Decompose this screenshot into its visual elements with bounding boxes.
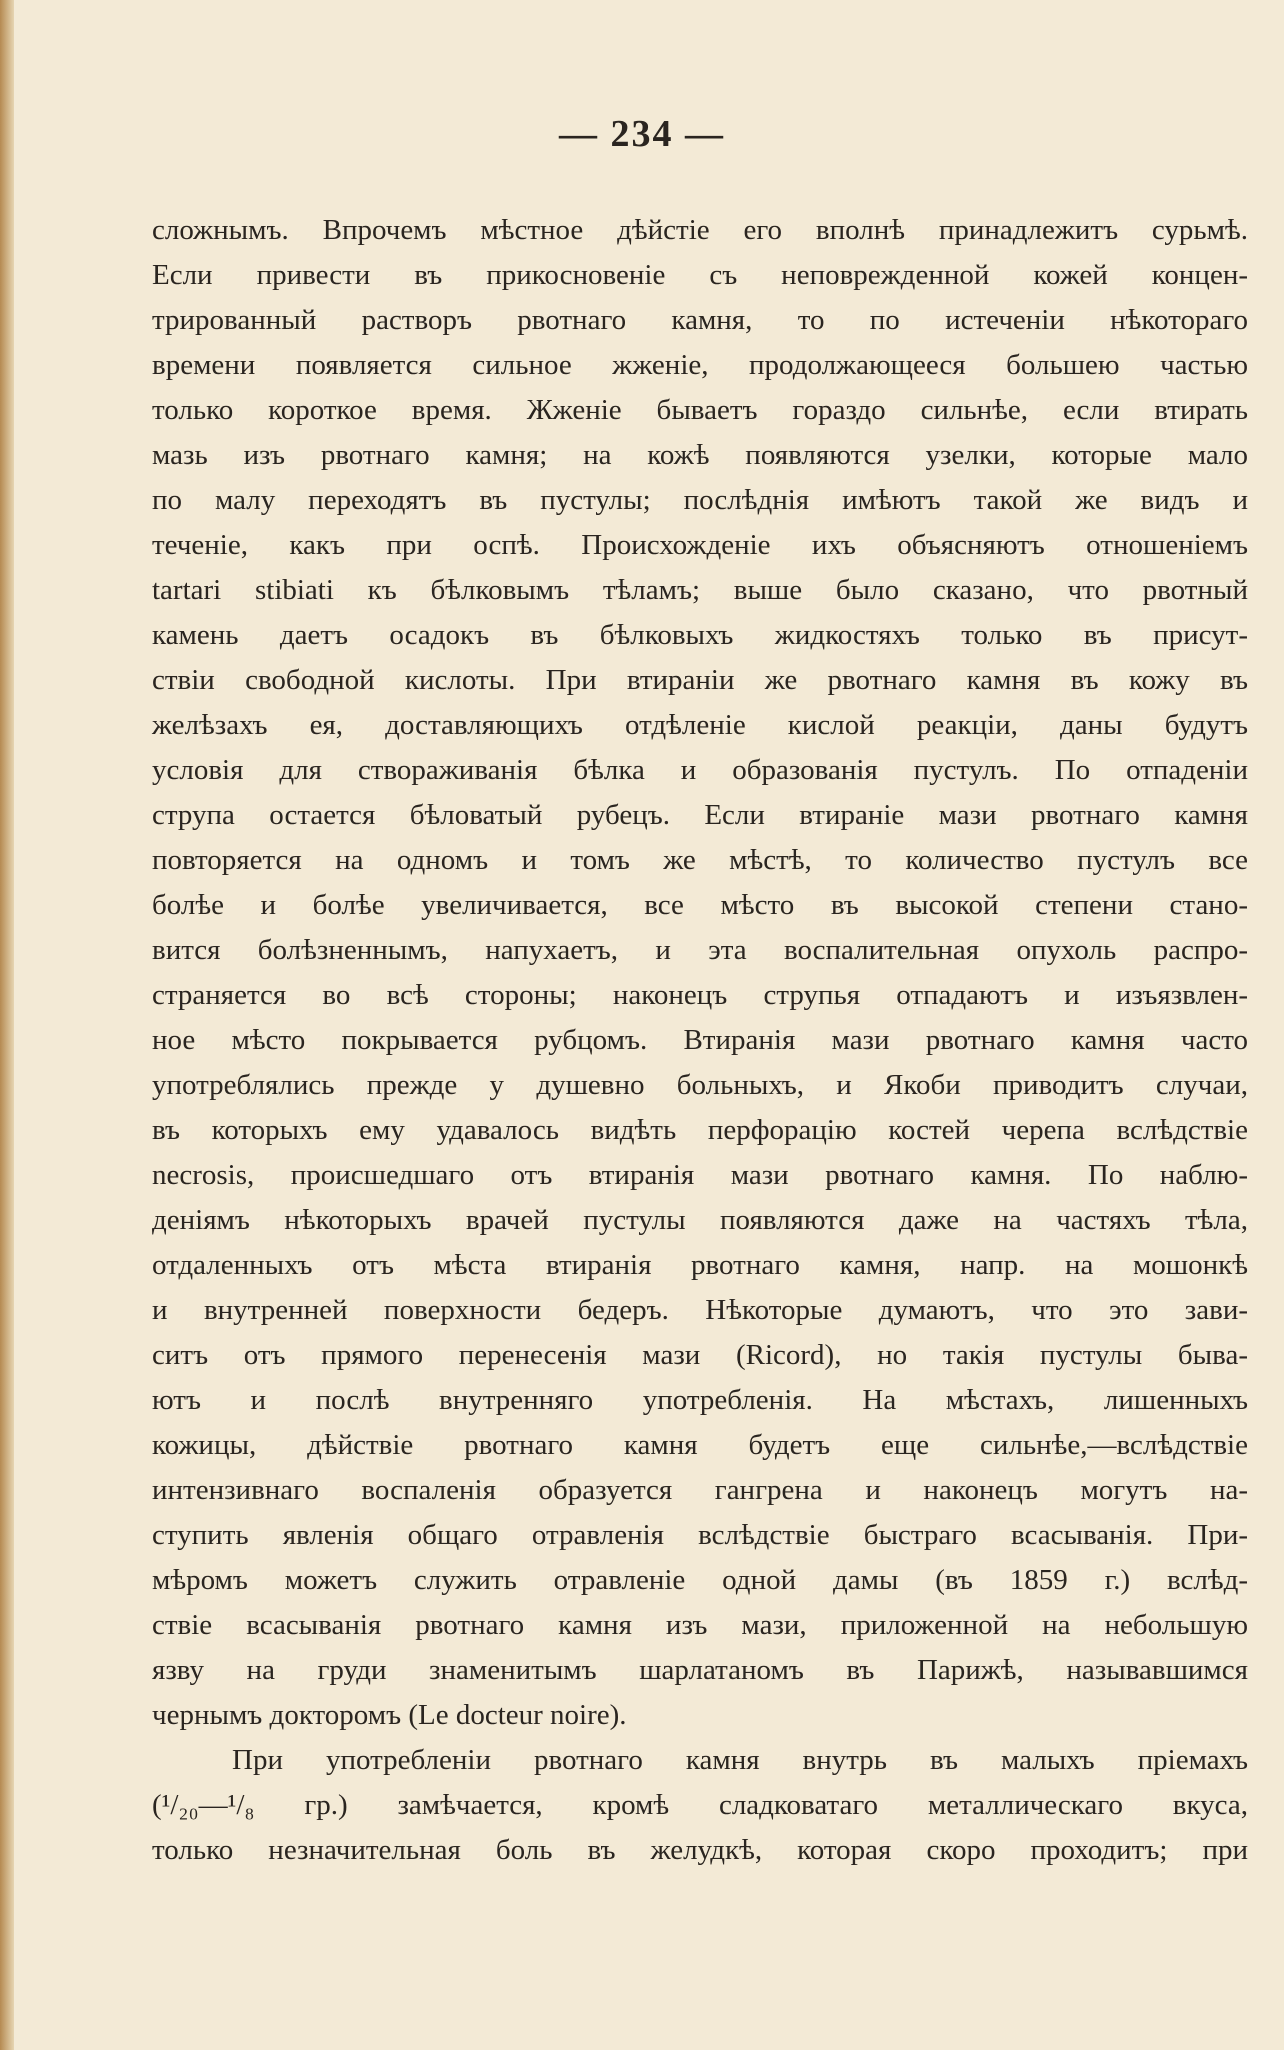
text-line: (¹/₂₀—¹/₈ гр.) замѣчается, кромѣ сладковатаго металлическаго вкуса, [152,1789,1248,1821]
text-line: интензивнаго воспаленія образуется гангрена и наконецъ могутъ на- [152,1474,1248,1506]
text-line: желѣзахъ ея, доставляющихъ отдѣленіе кислой реакціи, даны будутъ [152,709,1248,741]
text-line: въ которыхъ ему удавалось видѣть перфорацію костей черепа вслѣдствіе [152,1114,1248,1146]
text-line: теченіе, какъ при оспѣ. Происхожденіе ихъ объясняютъ отношеніемъ [152,529,1248,561]
text-line: страняется во всѣ стороны; наконецъ струпья отпадаютъ и изъязвлен- [152,979,1248,1011]
text-line: только короткое время. Жженіе бываетъ гораздо сильнѣе, если втирать [152,394,1248,426]
text-line: условія для створаживанія бѣлка и образованія пустулъ. По отпаденіи [152,754,1248,786]
text-line: ствіи свободной кислоты. При втираніи же рвотнаго камня въ кожу въ [152,664,1248,696]
text-line: ситъ отъ прямого перенесенія мази (Ricord), но такія пустулы быва- [152,1339,1248,1371]
text-line: и внутренней поверхности бедеръ. Нѣкоторые думаютъ, что это зави- [152,1294,1248,1326]
text-line: мѣромъ можетъ служить отравленіе одной дамы (въ 1859 г.) вслѣд- [152,1564,1248,1596]
text-line: ствіе всасыванія рвотнаго камня изъ мази, приложенной на небольшую [152,1609,1248,1641]
text-line: камень даетъ осадокъ въ бѣлковыхъ жидкостяхъ только въ присут- [152,619,1248,651]
text-line: повторяется на одномъ и томъ же мѣстѣ, то количество пустулъ все [152,844,1248,876]
text-line: только незначительная боль въ желудкѣ, которая скоро проходитъ; при [152,1834,1248,1866]
text-line: При употребленіи рвотнаго камня внутрь въ малыхъ пріемахъ [232,1744,1248,1776]
text-line: употреблялись прежде у душевно больныхъ, и Якоби приводитъ случаи, [152,1069,1248,1101]
text-line: кожицы, дѣйствіе рвотнаго камня будетъ еще сильнѣе,—вслѣдствіе [152,1429,1248,1461]
text-line: по малу переходятъ въ пустулы; послѣднія имѣютъ такой же видъ и [152,484,1248,516]
page-binding-edge [0,0,14,2050]
text-line: сложнымъ. Впрочемъ мѣстное дѣйстіе его вполнѣ принадлежитъ сурьмѣ. [152,214,1248,246]
text-line: tartari stibiati къ бѣлковымъ тѣламъ; выше было сказано, что рвотный [152,574,1248,606]
text-line: струпа остается бѣловатый рубецъ. Если втираніе мази рвотнаго камня [152,799,1248,831]
text-line: ютъ и послѣ внутренняго употребленія. На мѣстахъ, лишенныхъ [152,1384,1248,1416]
text-line: язву на груди знаменитымъ шарлатаномъ въ Парижѣ, называвшимся [152,1654,1248,1686]
text-line: деніямъ нѣкоторыхъ врачей пустулы появляются даже на частяхъ тѣла, [152,1204,1248,1236]
text-line: ступить явленія общаго отравленія вслѣдствіе быстраго всасыванія. При- [152,1519,1248,1551]
text-line: чернымъ докторомъ (Le docteur noire). [152,1699,627,1731]
text-line: вится болѣзненнымъ, напухаетъ, и эта воспалительная опухоль распро- [152,934,1248,966]
text-line: времени появляется сильное жженіе, продолжающееся большею частью [152,349,1248,381]
text-line: мазь изъ рвотнаго камня; на кожѣ появляются узелки, которые мало [152,439,1248,471]
text-line: necrosis, происшедшаго отъ втиранія мази рвотнаго камня. По наблю- [152,1159,1248,1191]
text-line: ное мѣсто покрывается рубцомъ. Втиранія мази рвотнаго камня часто [152,1024,1248,1056]
page-number: — 234 — [559,113,725,155]
text-line: Если привести въ прикосновеніе съ неповрежденной кожей концен- [152,259,1248,291]
text-line: отдаленныхъ отъ мѣста втиранія рвотнаго камня, напр. на мошонкѣ [152,1249,1248,1281]
body-text [152,208,1248,1873]
text-line: болѣе и болѣе увеличивается, все мѣсто въ высокой степени стано- [152,889,1248,921]
text-line: трированный растворъ рвотнаго камня, то по истеченіи нѣкотораго [152,304,1248,336]
